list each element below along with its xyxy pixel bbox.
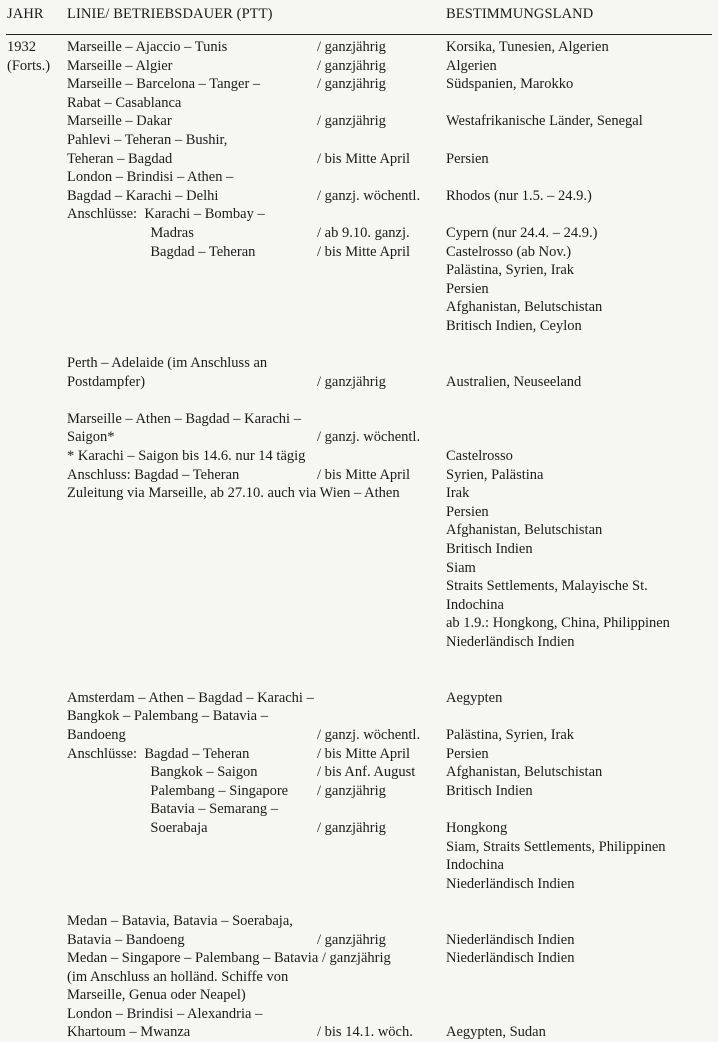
row-route: Anschlüsse: Karachi – Bombay –: [67, 206, 265, 223]
row-duration: / bis Mitte April: [317, 745, 411, 762]
row-destination: Syrien, Palästina: [446, 466, 544, 483]
row-route: Postdampfer): [67, 373, 146, 390]
row-destination: ab 1.9.: Hongkong, China, Philippinen: [446, 615, 670, 632]
table-row: [0, 205, 718, 224]
table-row: [0, 447, 718, 466]
table-row: [0, 521, 718, 540]
table-row: [0, 391, 718, 410]
table-row: [0, 57, 718, 76]
row-destination: Palästina, Syrien, Irak: [446, 262, 575, 279]
table-row: [0, 38, 718, 57]
row-destination: Britisch Indien: [446, 541, 533, 558]
row-duration: / ganzjährig: [317, 782, 386, 799]
row-destination: Persien: [446, 150, 489, 167]
table-row: [0, 670, 718, 689]
row-duration: / ganzj. wöchentl.: [317, 429, 421, 446]
row-destination: Persien: [446, 503, 489, 520]
table-row: [0, 410, 718, 429]
table-row: [0, 373, 718, 392]
row-duration: / ganzjährig: [317, 819, 386, 836]
row-route: * Karachi – Saigon bis 14.6. nur 14 tägig: [67, 448, 306, 465]
row-destination: Südspanien, Marokko: [446, 76, 574, 93]
table-row: [0, 689, 718, 708]
table-row: [0, 633, 718, 652]
row-destination: Algerien: [446, 57, 497, 74]
table-row: [0, 336, 718, 355]
table-row: [0, 168, 718, 187]
table-row: [0, 75, 718, 94]
row-route: (im Anschluss an holländ. Schiffe von: [67, 968, 289, 985]
row-route: Medan – Batavia, Batavia – Soerabaja,: [67, 912, 293, 929]
table-row: [0, 986, 718, 1005]
row-route: Marseille – Algier: [67, 57, 173, 74]
row-destination: Castelrosso (ab Nov.): [446, 243, 572, 260]
row-route: Pahlevi – Teheran – Bushir,: [67, 131, 228, 148]
row-duration: / bis 14.1. wöch.: [317, 1024, 413, 1041]
row-route: Amsterdam – Athen – Bagdad – Karachi –: [67, 689, 314, 706]
row-duration: / ganzjährig: [317, 931, 386, 948]
table-row: [0, 354, 718, 373]
table-row: [0, 726, 718, 745]
row-destination: Cypern (nur 24.4. – 24.9.): [446, 224, 598, 241]
row-route: Marseille – Athen – Bagdad – Karachi –: [67, 410, 301, 427]
table-row: [0, 317, 718, 336]
row-route: London – Brindisi – Alexandria –: [67, 1005, 263, 1022]
row-destination: Niederländisch Indien: [446, 931, 575, 948]
row-destination: Straits Settlements, Malayische St.: [446, 578, 648, 595]
row-destination: Britisch Indien: [446, 782, 533, 799]
table-row: [0, 577, 718, 596]
row-duration: / bis Mitte April: [317, 243, 411, 260]
table-row: [0, 1005, 718, 1024]
table-row: [0, 838, 718, 857]
row-route: Zuleitung via Marseille, ab 27.10. auch via Wien – Athen: [67, 485, 400, 502]
row-destination: Korsika, Tunesien, Algerien: [446, 39, 609, 55]
row-route: Marseille – Barcelona – Tanger –: [67, 76, 261, 93]
table-row: [0, 596, 718, 615]
table-row: [0, 819, 718, 838]
row-route: Marseille – Ajaccio – Tunis: [67, 39, 228, 55]
row-destination: Niederländisch Indien: [446, 634, 575, 650]
row-route: Madras: [67, 224, 194, 241]
table-row: [0, 614, 718, 633]
header-rule: [6, 34, 712, 35]
row-duration: / ganzj. wöchentl.: [317, 726, 421, 743]
table-row: [0, 949, 718, 968]
row-destination: Britisch Indien, Ceylon: [446, 317, 582, 334]
row-route: Saigon*: [67, 429, 115, 446]
table-row: [0, 540, 718, 559]
table-row: [0, 782, 718, 801]
row-destination: Westafrikanische Länder, Senegal: [446, 113, 643, 130]
table-row: [0, 893, 718, 912]
row-route: Rabat – Casablanca: [67, 94, 182, 111]
row-route: Marseille, Genua oder Neapel): [67, 987, 246, 1004]
table-row: [0, 150, 718, 169]
row-route: Khartoum – Mwanza: [67, 1024, 191, 1041]
table-row: [0, 745, 718, 764]
table-row: [0, 875, 718, 894]
row-route: Perth – Adelaide (im Anschluss an: [67, 355, 268, 372]
table-row: [0, 298, 718, 317]
row-route: London – Brindisi – Athen –: [67, 169, 234, 186]
table-row: [0, 763, 718, 782]
row-destination: Indochina: [446, 596, 504, 613]
row-route: Bagdad – Teheran: [67, 243, 256, 260]
row-destination: Palästina, Syrien, Irak: [446, 726, 575, 743]
row-route: Anschlüsse: Bagdad – Teheran: [67, 745, 250, 762]
row-duration: / ganzjährig: [317, 57, 386, 74]
row-duration: / bis Anf. August: [317, 764, 416, 781]
row-destination: Afghanistan, Belutschistan: [446, 299, 603, 316]
row-route: Soerabaja: [67, 819, 208, 836]
row-destination: Australien, Neuseeland: [446, 373, 582, 390]
row-route: Teheran – Bagdad: [67, 150, 173, 167]
row-destination: Persien: [446, 745, 489, 762]
header-bestimmungsland: BESTIMMUNGSLAND: [446, 6, 594, 22]
row-destination: Niederländisch Indien: [446, 950, 575, 967]
table-row: [0, 559, 718, 578]
row-destination: Persien: [446, 280, 489, 297]
row-destination: Irak: [446, 485, 470, 502]
table-row: [0, 280, 718, 299]
row-route: Anschluss: Bagdad – Teheran: [67, 466, 240, 483]
row-route: Medan – Singapore – Palembang – Batavia / ganzjährig: [67, 950, 391, 967]
row-route: Batavia – Bandoeng: [67, 931, 185, 948]
row-route: Marseille – Dakar: [67, 113, 172, 130]
table-row: [0, 800, 718, 819]
row-route: Batavia – Semarang –: [67, 801, 279, 818]
row-duration: / ab 9.10. ganzj.: [317, 224, 410, 241]
table-row: [0, 131, 718, 150]
table-row: [0, 484, 718, 503]
row-destination: Indochina: [446, 857, 504, 874]
row-route: Bangkok – Saigon: [67, 764, 258, 781]
row-duration: / bis Mitte April: [317, 466, 411, 483]
row-destination: Afghanistan, Belutschistan: [446, 764, 603, 781]
row-destination: Siam, Straits Settlements, Philippinen: [446, 838, 666, 855]
table-row: [0, 707, 718, 726]
row-route: Bandoeng: [67, 726, 126, 743]
table-row: [0, 243, 718, 262]
row-route: Palembang – Singapore: [67, 782, 289, 799]
table-row: [0, 912, 718, 931]
table-row: [0, 503, 718, 522]
row-route: Bangkok – Palembang – Batavia –: [67, 708, 268, 725]
table-row: [0, 261, 718, 280]
table-row: [0, 224, 718, 243]
row-duration: / ganzjährig: [317, 39, 386, 55]
row-destination: Castelrosso: [446, 448, 513, 465]
header-linie: LINIE/ BETRIEBSDAUER (PTT): [67, 6, 273, 22]
table-row: [0, 94, 718, 113]
row-destination: Aegypten, Sudan: [446, 1024, 546, 1041]
table-row: [0, 1023, 718, 1042]
table-row: [0, 466, 718, 485]
row-duration: / bis Mitte April: [317, 150, 411, 167]
header-jahr: JAHR: [7, 6, 44, 22]
row-destination: Siam: [446, 559, 476, 576]
route-table: [0, 38, 718, 1042]
table-row: [0, 187, 718, 206]
row-duration: / ganzjährig: [317, 76, 386, 93]
table-row: [0, 652, 718, 671]
row-destination: Aegypten: [446, 689, 503, 706]
row-destination: Hongkong: [446, 819, 508, 836]
table-row: [0, 968, 718, 987]
table-row: [0, 428, 718, 447]
row-duration: / ganzj. wöchentl.: [317, 187, 421, 204]
row-year: 1932: [7, 39, 36, 55]
table-row: [0, 931, 718, 950]
row-duration: / ganzjährig: [317, 113, 386, 130]
row-destination: Rhodos (nur 1.5. – 24.9.): [446, 187, 592, 204]
row-destination: Afghanistan, Belutschistan: [446, 522, 603, 539]
row-destination: Niederländisch Indien: [446, 875, 575, 892]
table-row: [0, 112, 718, 131]
table-row: [0, 856, 718, 875]
row-duration: / ganzjährig: [317, 373, 386, 390]
row-route: Bagdad – Karachi – Delhi: [67, 187, 219, 204]
row-year: (Forts.): [7, 57, 51, 74]
